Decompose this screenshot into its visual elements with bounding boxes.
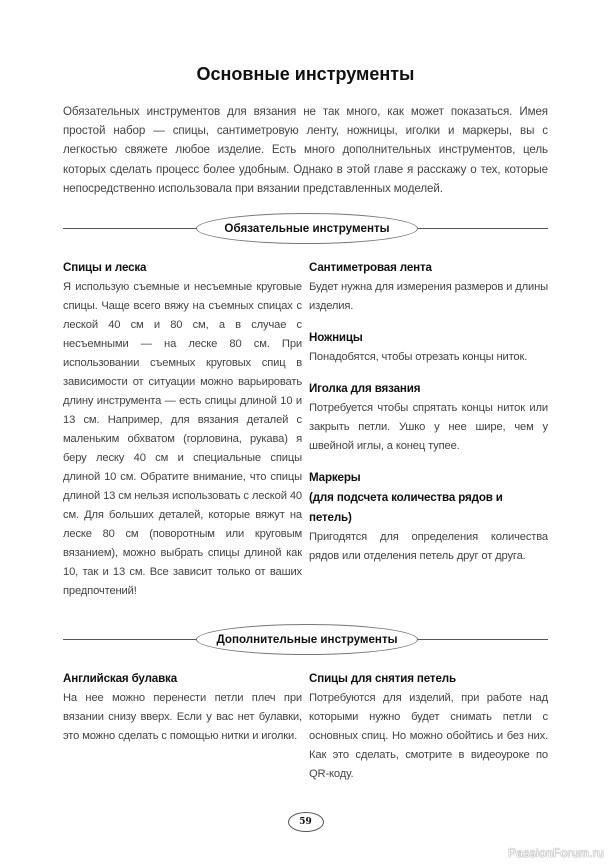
item-heading: Спицы для снятия петель [309,672,456,686]
item-heading: Сантиметровая лента [309,261,432,275]
item-subheading: (для подсчета количества рядов и петель) [309,491,503,525]
item-heading: Иголка для вязания [309,382,421,396]
additional-right-column [309,669,548,796]
required-left-column [63,258,302,613]
watermark: PassionForum.ru [508,846,604,861]
page-title: Основные инструменты [196,64,415,84]
section-label: Обязательные инструменты [196,213,418,244]
item-text: Понадобятся, чтобы отрезать концы ниток. [309,351,528,364]
item-text: Я использую съемные и несъемные круговые спицы. Чаще всего вяжу на съемных спицах с леской 40 см и 80 см, а в случае с несъемными — на леске 80 см. При использовании съемных круговых спиц в зависимости от ситуации можно варьировать длину инструмента — есть спицы длиной 10 и 13 см. Например, для вязания деталей с маленьким обхватом (горловина, рукава) я беру леску 40 см и специальные спицы длиной 10 см. Обратите внимание, что спицы длиной 13 см нельзя использовать с леской 40 см. Для больших деталей, которые вяжут на леске 80 см (поворотным или круговым вязанием), можно выбрать спицы длиной как 10, так и 13 см. Все зависит только от ваших предпочтений! [63,281,302,598]
section-label: Дополнительные инструменты [196,624,418,655]
required-right-column [309,258,548,613]
section-divider-additional [63,623,548,655]
item-text: Потребуются для изделий, при работе над которыми нужно будет снимать петли с основных спиц. Но можно обойтись и без них. Как это сделать, смотрите в видеоуроке по QR-коду. [309,692,548,781]
item-heading: Ножницы [309,331,363,345]
item-text: Потребуется чтобы спрятать концы ниток или закрыть петли. Ушко у нее шире, чем у швейной иглы, а конец тупее. [309,402,548,453]
item-text: Будет нужна для измерения размеров и длины изделия. [309,281,548,313]
required-columns [63,258,548,613]
item-heading: Английская булавка [63,672,178,686]
intro-paragraph: Обязательных инструментов для вязания не так много, как может показаться. Имея простой набор — спицы, сантиметровую ленту, ножницы, иголки и маркеры, вы с легкостью свяжете любое изделие. Есть много дополнительных инструментов, цель которых сделать процесс более удобным. Однако в этой главе я расскажу о тех, которые непосредственно использовала при вязании представленных моделей. [63,105,548,195]
item-heading: Спицы и леска [63,261,147,275]
additional-left-column [63,669,302,796]
page-number-wrap [63,812,548,832]
item-text: На нее можно перенести петли плеч при вязании снизу вверх. Если у вас нет булавки, это можно сделать с помощью нитки и иголки. [63,692,302,743]
page-number: 59 [288,812,324,832]
item-heading: Маркеры [309,471,361,485]
additional-columns [63,669,548,796]
item-text: Пригодятся для определения количества рядов или отделения петель друг от друга. [309,531,548,563]
section-divider-required [63,212,548,244]
watermark-wrap [63,846,604,860]
